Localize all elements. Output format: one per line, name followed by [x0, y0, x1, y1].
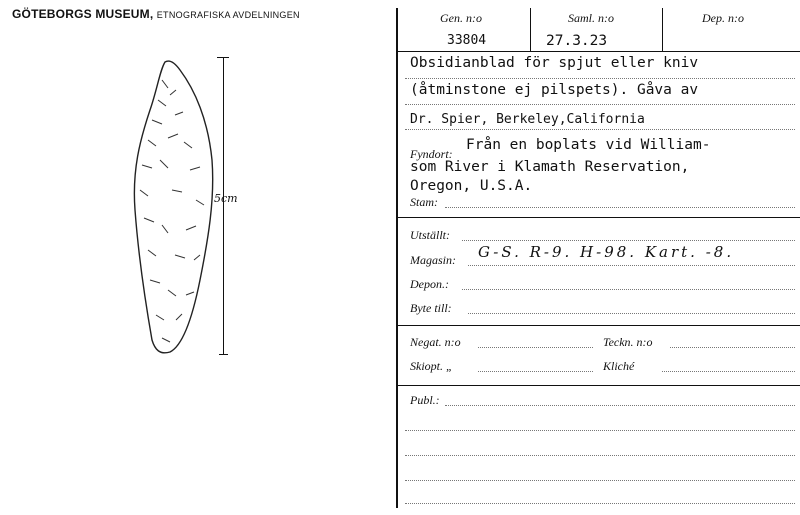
obsidian-blade-drawing [120, 50, 260, 370]
card-left-border [396, 8, 398, 508]
ruled-line [405, 455, 795, 456]
ruled-line [405, 430, 795, 431]
stam-label: Stam: [410, 195, 438, 209]
depon-label: Depon.: [410, 277, 449, 291]
department-name: ETNOGRAFISKA AVDELNINGEN [156, 10, 300, 20]
fyndort-label: Fyndort: [410, 147, 453, 161]
fyndort-line-2: som River i Klamath Reservation, [410, 159, 690, 175]
description-line-1: Obsidianblad för spjut eller kniv [410, 55, 699, 71]
card-lower-divider [396, 325, 800, 326]
byte-label: Byte till: [410, 301, 452, 315]
museum-name: GÖTEBORGS MUSEUM, [12, 7, 154, 21]
scale-bar-bottom-tick [219, 354, 228, 355]
fyndort-line-3: Oregon, U.S.A. [410, 178, 533, 194]
ruled-line [468, 313, 795, 314]
negat-label: Negat. n:o [410, 335, 461, 349]
card-header-sep-2 [662, 8, 663, 51]
fyndort-line-1: Från en boplats vid William- [466, 137, 711, 153]
saml-label: Saml. n:o [568, 11, 614, 25]
museum-header [12, 7, 300, 21]
dep-label: Dep. n:o [702, 11, 744, 25]
ruled-line [445, 207, 795, 208]
ruled-line [670, 347, 795, 348]
ruled-line [445, 405, 795, 406]
ruled-line [468, 265, 795, 266]
card-header-divider [396, 51, 800, 52]
card-publ-divider [396, 385, 800, 386]
ruled-line [462, 289, 795, 290]
scale-bar-top-tick [217, 57, 229, 58]
publ-label: Publ.: [410, 393, 440, 407]
ruled-line [405, 78, 795, 79]
ruled-line [478, 371, 593, 372]
card-mid-divider [396, 217, 800, 218]
saml-value: 27.3.23 [546, 33, 608, 49]
ruled-line [662, 371, 795, 372]
scale-bar [223, 57, 224, 355]
magasin-value: G-S. R-9. H-98. Kart. -8. [478, 243, 735, 261]
ruled-line [405, 503, 795, 504]
teckn-label: Teckn. n:o [603, 335, 653, 349]
magasin-label: Magasin: [410, 253, 456, 267]
ruled-line [405, 480, 795, 481]
ruled-line [405, 129, 795, 130]
skiopt-label: Skiopt. „ [410, 359, 453, 373]
scale-label: 5cm [214, 192, 238, 205]
gen-label: Gen. n:o [440, 11, 482, 25]
description-line-3: Dr. Spier, Berkeley,California [410, 112, 645, 127]
ruled-line [462, 240, 795, 241]
kliche-label: Kliché [603, 359, 635, 373]
card-header-sep-1 [530, 8, 531, 51]
ruled-line [478, 347, 593, 348]
gen-value: 33804 [447, 33, 487, 48]
utstallt-label: Utställt: [410, 228, 451, 242]
description-line-2: (åtminstone ej pilspets). Gåva av [410, 82, 699, 98]
ruled-line [405, 104, 795, 105]
